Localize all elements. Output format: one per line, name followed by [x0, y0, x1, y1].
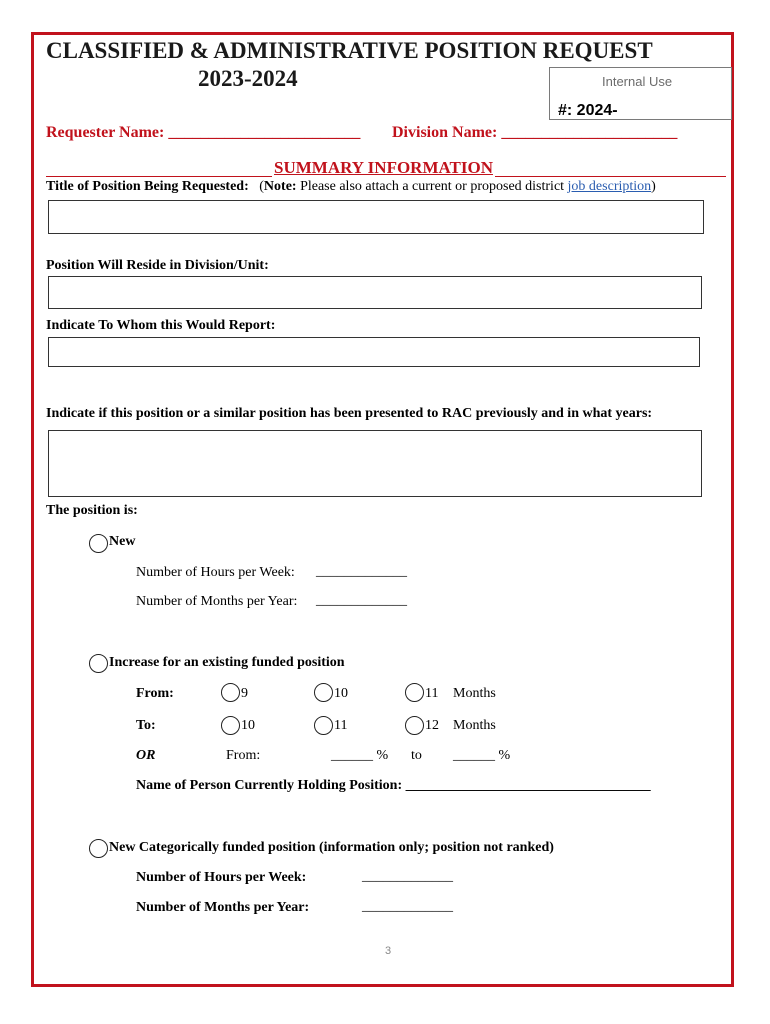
categorical-months-label: Number of Months per Year: — [136, 900, 310, 915]
to-11-radio[interactable] — [314, 716, 333, 735]
new-hours-field[interactable]: _____________ — [316, 564, 407, 579]
to-12-label: 12 — [425, 718, 439, 733]
new-position-label: New — [109, 534, 136, 549]
current-holder-label: Name of Person Currently Holding Position: ___________________________________ — [136, 778, 651, 793]
to-months-unit: Months — [453, 718, 496, 733]
new-hours-label: Number of Hours per Week: — [136, 565, 295, 580]
categorical-hours-label: Number of Hours per Week: — [136, 870, 307, 885]
internal-use-box — [549, 67, 732, 120]
current-holder-field[interactable]: ___________________________________ — [405, 778, 651, 793]
to-10-radio[interactable] — [221, 716, 240, 735]
division-name-field[interactable]: Division Name: ______________________ — [392, 124, 678, 141]
percent-to-word: to — [411, 748, 422, 763]
requester-name-field[interactable]: Requester Name: ________________________ — [46, 124, 361, 141]
from-months-unit: Months — [453, 686, 496, 701]
percent-from-field[interactable]: ______ % — [331, 748, 389, 763]
increase-position-radio[interactable] — [89, 654, 108, 673]
new-months-label: Number of Months per Year: — [136, 594, 298, 609]
or-from-label: From: — [226, 748, 261, 763]
new-months-field[interactable]: _____________ — [316, 593, 407, 608]
from-label: From: — [136, 686, 174, 701]
division-unit-label: Position Will Reside in Division/Unit: — [46, 258, 269, 273]
categorical-months-field[interactable]: _____________ — [362, 899, 453, 914]
from-10-radio[interactable] — [314, 683, 333, 702]
title-of-position-input[interactable] — [48, 200, 704, 234]
percent-to-field[interactable]: ______ % — [453, 748, 511, 763]
new-position-radio[interactable] — [89, 534, 108, 553]
rac-history-input[interactable] — [48, 430, 702, 497]
division-unit-input[interactable] — [48, 276, 702, 309]
rac-history-label: Indicate if this position or a similar position has been presented to RAC previously and in what years: — [46, 406, 653, 421]
to-12-radio[interactable] — [405, 716, 424, 735]
or-label: OR — [136, 748, 156, 763]
from-10-label: 10 — [334, 686, 348, 701]
form-year: 2023-2024 — [198, 66, 298, 91]
form-title: CLASSIFIED & ADMINISTRATIVE POSITION REQUEST — [46, 38, 653, 63]
to-10-label: 10 — [241, 718, 255, 733]
to-label: To: — [136, 718, 156, 733]
job-description-link[interactable]: job description — [567, 179, 652, 194]
categorical-hours-field[interactable]: _____________ — [362, 869, 453, 884]
categorical-position-radio[interactable] — [89, 839, 108, 858]
page-number: 3 — [385, 945, 392, 957]
report-to-label: Indicate To Whom this Would Report: — [46, 318, 276, 333]
categorical-position-label: New Categorically funded position (information only; position not ranked) — [109, 840, 554, 855]
to-11-label: 11 — [334, 718, 348, 733]
summary-heading: SUMMARY INFORMATION — [274, 158, 493, 177]
reference-number: #: 2024- — [558, 102, 618, 119]
report-to-input[interactable] — [48, 337, 700, 367]
from-11-radio[interactable] — [405, 683, 424, 702]
from-9-radio[interactable] — [221, 683, 240, 702]
increase-position-label: Increase for an existing funded position — [109, 655, 345, 670]
from-11-label: 11 — [425, 686, 439, 701]
internal-use-label: Internal Use — [602, 74, 673, 89]
title-of-position-label: Title of Position Being Requested: (Note: Please also attach a current or proposed district job description) — [46, 179, 656, 194]
from-9-label: 9 — [241, 686, 248, 701]
position-type-heading: The position is: — [46, 503, 138, 518]
